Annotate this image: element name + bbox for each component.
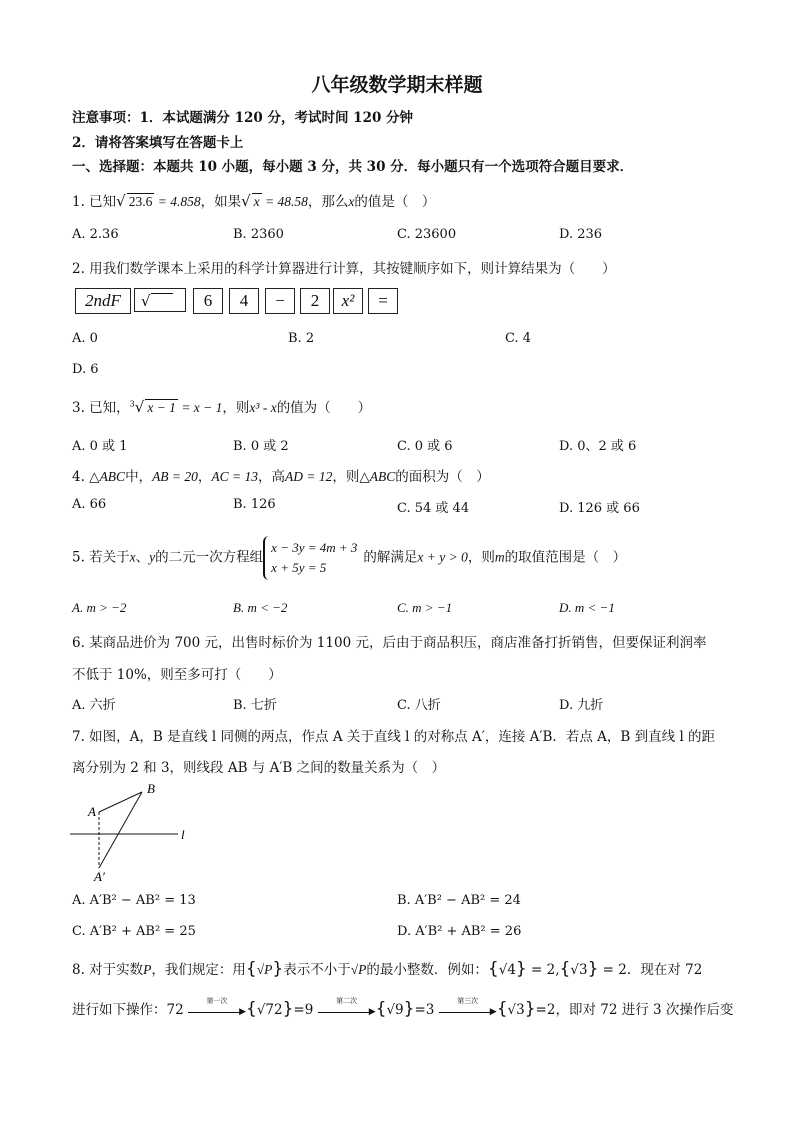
question-7-line-1: 7. 如图，A，B 是直线 l 同侧的两点，作点 A 关于直线 l 的对称点 A′，连接 A′B．若点 A，B 到直线 l 的距	[72, 729, 716, 745]
question-4-stem: 4. △ABC中，AB = 20，AC = 13，高AD = 12，则△ABC的面积为（ ）	[72, 469, 490, 485]
key-minus: −	[265, 288, 295, 314]
label-a: A	[88, 804, 96, 819]
q4-option-c: C. 54 或 44	[397, 501, 470, 516]
label-l: l	[181, 827, 185, 842]
q3-option-d: D. 0、2 或 6	[559, 439, 637, 454]
label-a-prime: A′	[94, 869, 105, 884]
q7-option-a: A. A′B² − AB² = 13	[72, 893, 196, 908]
arrow-step-3: 第三次 ▶	[439, 1004, 497, 1018]
q6-option-a: A. 六折	[72, 698, 116, 713]
q7-option-d: D. A′B² + AB² = 26	[397, 924, 522, 939]
key-sqrt: √	[134, 288, 186, 312]
label-b: B	[147, 781, 155, 796]
question-7-line-2: 离分别为 2 和 3，则线段 AB 与 A′B 之间的数量关系为（ ）	[72, 760, 446, 776]
q7-option-b: B. A′B² − AB² = 24	[397, 893, 521, 908]
q4-option-d: D. 126 或 66	[559, 501, 640, 516]
q1-option-c: C. 23600	[397, 227, 457, 242]
q5-option-b: B. m < −2	[233, 600, 288, 615]
arrow-step-1: 第一次 ▶	[188, 1004, 246, 1018]
q5-option-c: C. m > −1	[397, 600, 453, 615]
q3-option-b: B. 0 或 2	[233, 439, 289, 454]
q7-option-c: C. A′B² + AB² = 25	[72, 924, 196, 939]
q2-option-d: D. 6	[72, 362, 99, 377]
q5-option-a: A. m > −2	[72, 600, 127, 615]
question-1-stem: 1. 已知√ 23.6 = 4.858，如果√ x = 48.58，那么x的值是（ ）	[72, 192, 436, 210]
key-4: 4	[229, 288, 259, 314]
q2-option-b: B. 2	[288, 331, 315, 346]
q1-option-d: D. 236	[559, 227, 603, 242]
section-heading: 一、选择题：本题共 10 小题，每小题 3 分，共 30 分．每小题只有一个选项符合题目要求．	[72, 159, 634, 175]
key-equals: =	[368, 288, 398, 314]
question-6-line-1: 6. 某商品进价为 700 元，出售时标价为 1100 元，后由于商品积压，商店准备打折销售，但要保证利润率	[72, 635, 707, 651]
q6-option-b: B. 七折	[233, 698, 277, 713]
q3-option-a: A. 0 或 1	[72, 439, 128, 454]
question-3-stem: 3. 已知，$^3$√ x − 1 = x − 1，则x³ - x的值为（ ）	[72, 398, 372, 416]
q3-option-c: C. 0 或 6	[397, 439, 453, 454]
question-8-line-2: 进行如下操作：72 第一次 ▶ {√72}=9 第二次 ▶ {√9}=3 第三次 ▶ {√3}=2，即对 72 进行 3 次操作后变	[72, 996, 734, 1019]
arrow-step-2: 第二次 ▶	[318, 1004, 376, 1018]
question-8-line-1: 8. 对于实数P，我们规定：用{√P}表示不小于√P的最小整数．例如：{√4} = 2,{√3} = 2．现在对 72	[72, 959, 703, 979]
notice-line-2: 2．请将答案填写在答题卡上	[72, 135, 244, 151]
equation-system: x − 3y = 4m + 3 x + 5y = 5	[263, 536, 363, 580]
q2-option-a: A. 0	[72, 331, 98, 346]
segment-a-prime-b	[99, 792, 142, 868]
q6-option-c: C. 八折	[397, 698, 441, 713]
q1-option-b: B. 2360	[233, 227, 284, 242]
q4-option-b: B. 126	[233, 497, 276, 512]
key-6: 6	[193, 288, 223, 314]
q5-option-d: D. m < −1	[559, 600, 615, 615]
question-2-stem: 2. 用我们数学课本上采用的科学计算器进行计算，其按键顺序如下，则计算结果为（ ）	[72, 261, 616, 277]
page-title: 八年级数学期末样题	[311, 74, 483, 96]
q1-option-a: A. 2.36	[72, 227, 119, 242]
reflection-figure	[66, 778, 196, 884]
key-2ndf: 2ndF	[75, 288, 131, 314]
key-2: 2	[300, 288, 330, 314]
q6-option-d: D. 九折	[559, 698, 604, 713]
q4-option-a: A. 66	[72, 497, 107, 512]
notice-line-1: 注意事项：1．本试题满分 120 分，考试时间 120 分钟	[72, 110, 414, 126]
question-6-line-2: 不低于 10%，则至多可打（ ）	[72, 667, 282, 683]
segment-ab	[99, 792, 142, 812]
key-x-squared: x²	[333, 288, 363, 314]
question-5-stem: 5. 若关于x、y的二元一次方程组x − 3y = 4m + 3 x + 5y = 5的解满足x + y > 0，则m的取值范围是（ ）	[72, 536, 626, 580]
q2-option-c: C. 4	[505, 331, 532, 346]
